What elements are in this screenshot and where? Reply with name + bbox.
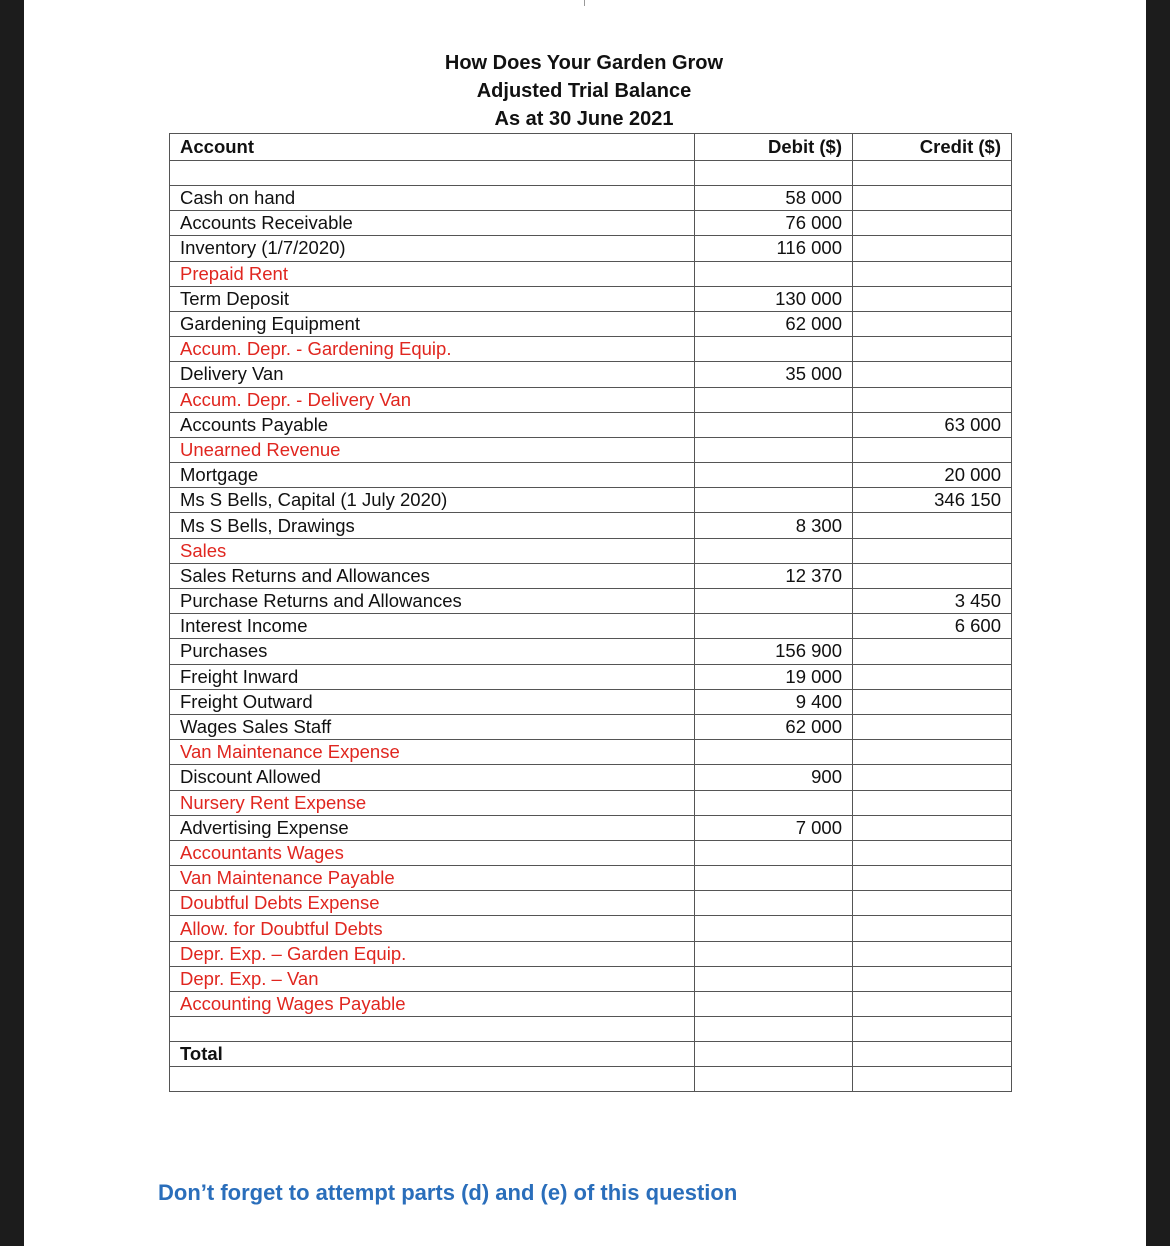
debit-cell: 19 000 xyxy=(695,664,853,689)
account-cell: Depr. Exp. – Van xyxy=(170,966,695,991)
debit-cell xyxy=(695,840,853,865)
debit-cell xyxy=(695,387,853,412)
credit-column-header: Credit ($) xyxy=(853,134,1012,161)
credit-cell xyxy=(853,891,1012,916)
credit-cell xyxy=(853,437,1012,462)
debit-cell xyxy=(695,261,853,286)
account-cell: Depr. Exp. – Garden Equip. xyxy=(170,941,695,966)
table-row xyxy=(170,790,1012,815)
account-cell: Delivery Van xyxy=(170,362,695,387)
debit-cell xyxy=(695,589,853,614)
page-top-marker xyxy=(584,0,585,6)
account-cell: Ms S Bells, Drawings xyxy=(170,513,695,538)
credit-cell xyxy=(853,337,1012,362)
debit-cell xyxy=(695,941,853,966)
credit-cell xyxy=(853,513,1012,538)
debit-cell xyxy=(695,538,853,563)
debit-column-header: Debit ($) xyxy=(695,134,853,161)
table-row xyxy=(170,941,1012,966)
company-name: How Does Your Garden Grow xyxy=(444,52,724,74)
account-cell: Interest Income xyxy=(170,614,695,639)
credit-cell xyxy=(853,639,1012,664)
table-row xyxy=(170,362,1012,387)
credit-cell: 346 150 xyxy=(853,488,1012,513)
table-row xyxy=(170,815,1012,840)
table-row xyxy=(170,437,1012,462)
debit-cell xyxy=(695,866,853,891)
table-row xyxy=(170,286,1012,311)
debit-cell: 58 000 xyxy=(695,186,853,211)
table-row xyxy=(170,337,1012,362)
table-row xyxy=(170,765,1012,790)
account-cell: Inventory (1/7/2020) xyxy=(170,236,695,261)
credit-cell xyxy=(853,966,1012,991)
account-cell: Accounts Receivable xyxy=(170,211,695,236)
account-cell: Sales Returns and Allowances xyxy=(170,563,695,588)
credit-cell xyxy=(853,362,1012,387)
table-row xyxy=(170,488,1012,513)
credit-cell: 20 000 xyxy=(853,463,1012,488)
table-row xyxy=(170,186,1012,211)
table-row xyxy=(170,463,1012,488)
credit-cell xyxy=(853,992,1012,1017)
total-label: Total xyxy=(170,1042,695,1067)
debit-cell: 8 300 xyxy=(695,513,853,538)
credit-cell xyxy=(853,387,1012,412)
account-cell: Van Maintenance Payable xyxy=(170,866,695,891)
credit-cell xyxy=(853,916,1012,941)
table-row xyxy=(170,513,1012,538)
debit-cell: 900 xyxy=(695,765,853,790)
account-cell: Term Deposit xyxy=(170,286,695,311)
table-row xyxy=(170,714,1012,739)
account-cell: Unearned Revenue xyxy=(170,437,695,462)
table-row xyxy=(170,664,1012,689)
credit-cell xyxy=(853,689,1012,714)
debit-cell xyxy=(695,916,853,941)
credit-cell xyxy=(853,261,1012,286)
account-cell: Doubtful Debts Expense xyxy=(170,891,695,916)
statement-date: As at 30 June 2021 xyxy=(494,108,674,130)
debit-cell: 9 400 xyxy=(695,689,853,714)
table-row xyxy=(170,614,1012,639)
account-cell: Accounts Payable xyxy=(170,412,695,437)
credit-cell xyxy=(853,211,1012,236)
account-cell: Discount Allowed xyxy=(170,765,695,790)
credit-cell xyxy=(853,186,1012,211)
table-row xyxy=(170,412,1012,437)
credit-cell xyxy=(853,790,1012,815)
debit-cell xyxy=(695,790,853,815)
table-row xyxy=(170,563,1012,588)
debit-cell: 62 000 xyxy=(695,714,853,739)
table-row xyxy=(170,992,1012,1017)
credit-cell xyxy=(853,286,1012,311)
credit-cell xyxy=(853,714,1012,739)
credit-cell xyxy=(853,840,1012,865)
table-row xyxy=(170,387,1012,412)
total-row xyxy=(170,1042,1012,1067)
account-cell: Accounting Wages Payable xyxy=(170,992,695,1017)
debit-cell xyxy=(695,437,853,462)
credit-cell xyxy=(853,311,1012,336)
account-cell: Mortgage xyxy=(170,463,695,488)
debit-cell: 35 000 xyxy=(695,362,853,387)
credit-cell xyxy=(853,765,1012,790)
table-row xyxy=(170,538,1012,563)
debit-cell xyxy=(695,337,853,362)
account-cell: Freight Outward xyxy=(170,689,695,714)
debit-cell: 62 000 xyxy=(695,311,853,336)
table-row xyxy=(170,236,1012,261)
table-row xyxy=(170,891,1012,916)
credit-cell xyxy=(853,941,1012,966)
account-cell: Allow. for Doubtful Debts xyxy=(170,916,695,941)
credit-cell xyxy=(853,866,1012,891)
debit-cell: 12 370 xyxy=(695,563,853,588)
table-row xyxy=(170,639,1012,664)
trial-balance-table xyxy=(169,133,1012,1092)
debit-cell xyxy=(695,412,853,437)
account-cell: Accum. Depr. - Gardening Equip. xyxy=(170,337,695,362)
credit-cell xyxy=(853,563,1012,588)
table-row xyxy=(170,966,1012,991)
debit-cell xyxy=(695,966,853,991)
table-row xyxy=(170,589,1012,614)
debit-cell: 76 000 xyxy=(695,211,853,236)
account-cell: Gardening Equipment xyxy=(170,311,695,336)
account-column-header: Account xyxy=(170,134,695,161)
debit-cell: 130 000 xyxy=(695,286,853,311)
debit-cell: 7 000 xyxy=(695,815,853,840)
account-cell: Ms S Bells, Capital (1 July 2020) xyxy=(170,488,695,513)
credit-cell xyxy=(853,236,1012,261)
account-cell: Prepaid Rent xyxy=(170,261,695,286)
debit-cell: 156 900 xyxy=(695,639,853,664)
account-cell: Purchases xyxy=(170,639,695,664)
spacer-row xyxy=(170,1017,1012,1042)
credit-cell xyxy=(853,815,1012,840)
credit-cell: 6 600 xyxy=(853,614,1012,639)
spacer-row xyxy=(170,161,1012,186)
account-cell: Sales xyxy=(170,538,695,563)
account-cell: Advertising Expense xyxy=(170,815,695,840)
table-row xyxy=(170,211,1012,236)
credit-cell xyxy=(853,740,1012,765)
table-row xyxy=(170,840,1012,865)
account-cell: Accum. Depr. - Delivery Van xyxy=(170,387,695,412)
debit-cell xyxy=(695,488,853,513)
debit-cell xyxy=(695,891,853,916)
account-cell: Wages Sales Staff xyxy=(170,714,695,739)
table-row xyxy=(170,311,1012,336)
document-page xyxy=(24,0,1146,1246)
account-cell: Cash on hand xyxy=(170,186,695,211)
credit-cell: 3 450 xyxy=(853,589,1012,614)
credit-cell: 63 000 xyxy=(853,412,1012,437)
account-cell: Accountants Wages xyxy=(170,840,695,865)
debit-cell: 116 000 xyxy=(695,236,853,261)
account-cell: Freight Inward xyxy=(170,664,695,689)
credit-cell xyxy=(853,664,1012,689)
account-cell: Nursery Rent Expense xyxy=(170,790,695,815)
account-cell: Purchase Returns and Allowances xyxy=(170,589,695,614)
table-row xyxy=(170,740,1012,765)
statement-title: Adjusted Trial Balance xyxy=(476,80,692,102)
table-header-row xyxy=(170,134,1012,161)
spacer-row xyxy=(170,1067,1012,1092)
table-row xyxy=(170,689,1012,714)
account-cell: Van Maintenance Expense xyxy=(170,740,695,765)
reminder-note: Don’t forget to attempt parts (d) and (e) of this question xyxy=(158,1180,738,1205)
debit-cell xyxy=(695,992,853,1017)
credit-cell xyxy=(853,538,1012,563)
table-row xyxy=(170,866,1012,891)
debit-cell xyxy=(695,463,853,488)
table-row xyxy=(170,261,1012,286)
debit-cell xyxy=(695,740,853,765)
table-row xyxy=(170,916,1012,941)
debit-cell xyxy=(695,614,853,639)
